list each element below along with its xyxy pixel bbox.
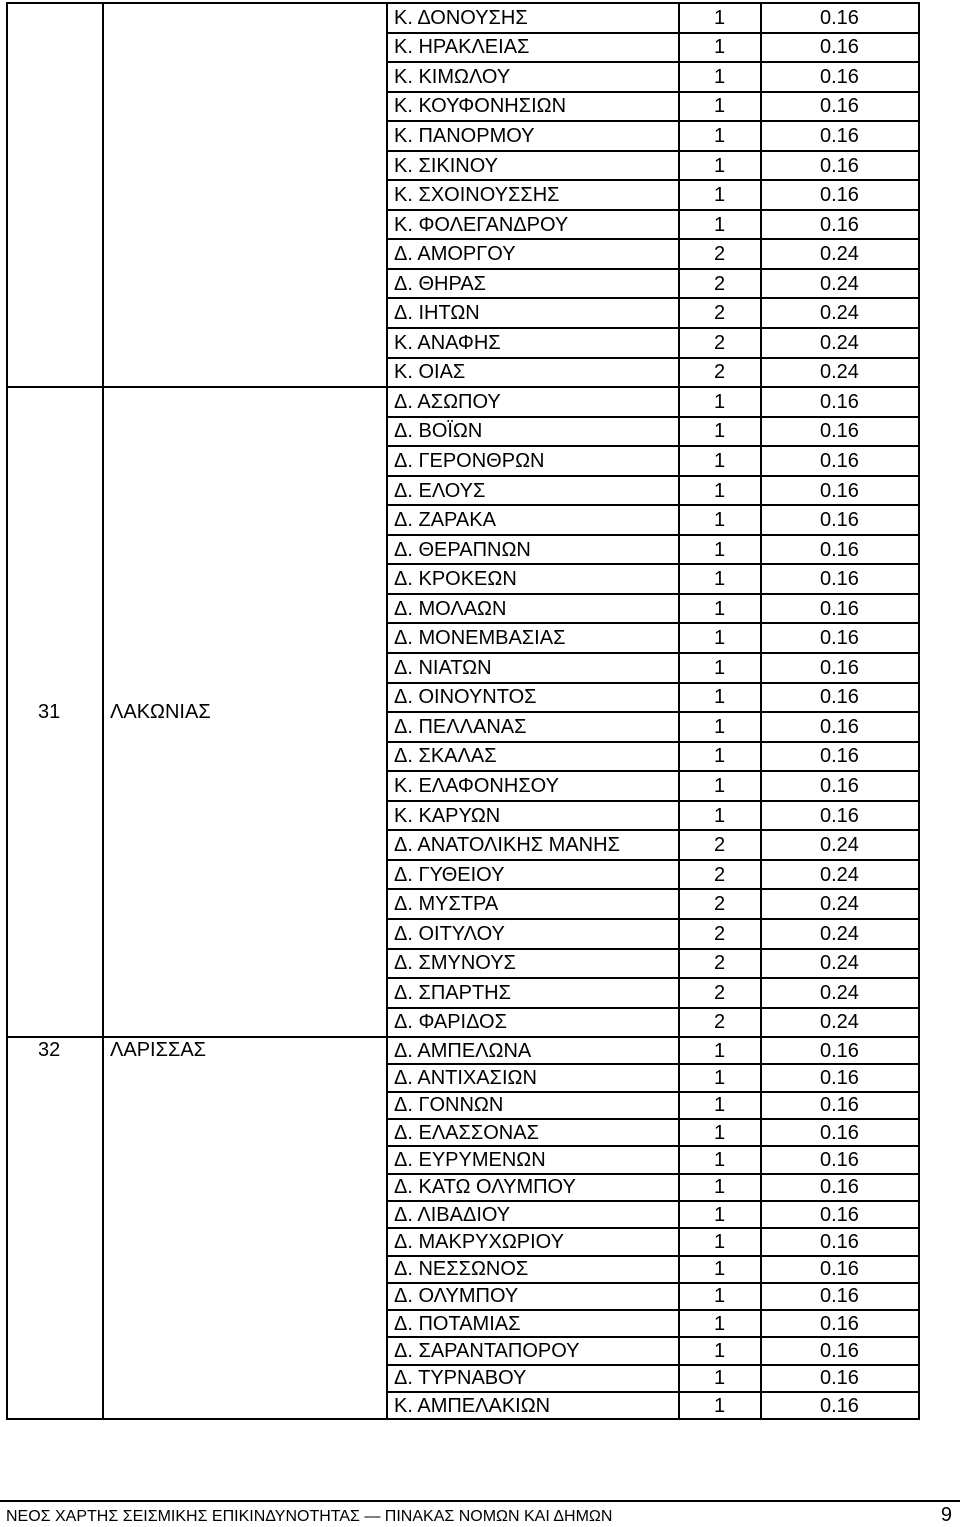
municipality-name: Δ. ΕΥΡΥΜΕΝΩΝ bbox=[387, 1146, 679, 1173]
zone-value: 2 bbox=[679, 239, 761, 269]
zone-value: 1 bbox=[679, 683, 761, 713]
page-footer bbox=[0, 1500, 960, 1524]
municipality-name: Κ. ΚΙΜΩΛΟΥ bbox=[387, 62, 679, 92]
municipality-name: Δ. ΘΕΡΑΠΝΩΝ bbox=[387, 535, 679, 565]
municipality-name: Δ. ΠΟΤΑΜΙΑΣ bbox=[387, 1310, 679, 1337]
zone-value: 2 bbox=[679, 889, 761, 919]
zone-value: 2 bbox=[679, 978, 761, 1008]
acceleration-value: 0.16 bbox=[761, 387, 919, 417]
acceleration-value: 0.24 bbox=[761, 978, 919, 1008]
acceleration-value: 0.16 bbox=[761, 1337, 919, 1364]
municipality-name: Δ. ΟΙΤΥΛΟΥ bbox=[387, 919, 679, 949]
zone-value: 1 bbox=[679, 210, 761, 240]
acceleration-value: 0.24 bbox=[761, 860, 919, 890]
municipality-name: Δ. ΛΙΒΑΔΙΟΥ bbox=[387, 1201, 679, 1228]
zone-value: 1 bbox=[679, 1119, 761, 1146]
table-row bbox=[7, 3, 919, 33]
acceleration-value: 0.16 bbox=[761, 1365, 919, 1392]
municipality-name: Δ. ΚΡΟΚΕΩΝ bbox=[387, 564, 679, 594]
municipality-name: Δ. ΘΗΡΑΣ bbox=[387, 269, 679, 299]
acceleration-value: 0.16 bbox=[761, 594, 919, 624]
municipality-name: Δ. ΒΟΪΩΝ bbox=[387, 417, 679, 447]
zone-value: 1 bbox=[679, 180, 761, 210]
municipality-name: Δ. ΕΛΑΣΣΟΝΑΣ bbox=[387, 1119, 679, 1146]
zone-value: 1 bbox=[679, 535, 761, 565]
zone-value: 1 bbox=[679, 1037, 761, 1064]
acceleration-value: 0.16 bbox=[761, 417, 919, 447]
municipality-name: Κ. ΑΜΠΕΛΑΚΙΩΝ bbox=[387, 1392, 679, 1419]
zone-value: 2 bbox=[679, 328, 761, 358]
municipality-name: Κ. ΑΝΑΦΗΣ bbox=[387, 328, 679, 358]
zone-value: 1 bbox=[679, 33, 761, 63]
zone-value: 1 bbox=[679, 121, 761, 151]
acceleration-value: 0.16 bbox=[761, 3, 919, 33]
nomos-code: 31 bbox=[7, 387, 103, 1037]
zone-value: 1 bbox=[679, 505, 761, 535]
zone-value: 1 bbox=[679, 1365, 761, 1392]
municipality-name: Δ. ΜΥΣΤΡΑ bbox=[387, 889, 679, 919]
acceleration-value: 0.16 bbox=[761, 121, 919, 151]
zone-value: 2 bbox=[679, 269, 761, 299]
nomos-name: ΛΑΚΩΝΙΑΣ bbox=[103, 387, 387, 1037]
municipality-name: Δ. ΓΕΡΟΝΘΡΩΝ bbox=[387, 446, 679, 476]
acceleration-value: 0.24 bbox=[761, 358, 919, 388]
zone-value: 1 bbox=[679, 446, 761, 476]
acceleration-value: 0.16 bbox=[761, 446, 919, 476]
municipality-name: Δ. ΑΣΩΠΟΥ bbox=[387, 387, 679, 417]
municipality-name: Δ. ΑΝΤΙΧΑΣΙΩΝ bbox=[387, 1064, 679, 1091]
zone-value: 1 bbox=[679, 1064, 761, 1091]
municipality-name: Κ. ΣΙΚΙΝΟΥ bbox=[387, 151, 679, 181]
zone-value: 1 bbox=[679, 1228, 761, 1255]
municipality-name: Δ. ΣΠΑΡΤΗΣ bbox=[387, 978, 679, 1008]
zone-value: 1 bbox=[679, 92, 761, 122]
acceleration-value: 0.16 bbox=[761, 180, 919, 210]
zone-value: 2 bbox=[679, 830, 761, 860]
acceleration-value: 0.16 bbox=[761, 653, 919, 683]
acceleration-value: 0.16 bbox=[761, 535, 919, 565]
acceleration-value: 0.16 bbox=[761, 564, 919, 594]
acceleration-value: 0.16 bbox=[761, 1064, 919, 1091]
municipality-name: Κ. ΣΧΟΙΝΟΥΣΣΗΣ bbox=[387, 180, 679, 210]
zone-value: 1 bbox=[679, 1092, 761, 1119]
municipality-name: Κ. ΟΙΑΣ bbox=[387, 358, 679, 388]
zone-value: 1 bbox=[679, 476, 761, 506]
zone-value: 1 bbox=[679, 742, 761, 772]
acceleration-value: 0.16 bbox=[761, 1174, 919, 1201]
municipality-name: Δ. ΝΙΑΤΩΝ bbox=[387, 653, 679, 683]
zone-value: 1 bbox=[679, 151, 761, 181]
municipality-name: Κ. ΚΑΡΥΩΝ bbox=[387, 801, 679, 831]
zone-value: 1 bbox=[679, 62, 761, 92]
municipality-name: Δ. ΓΥΘΕΙΟΥ bbox=[387, 860, 679, 890]
municipality-name: Κ. ΚΟΥΦΟΝΗΣΙΩΝ bbox=[387, 92, 679, 122]
municipality-name: Δ. ΠΕΛΛΑΝΑΣ bbox=[387, 712, 679, 742]
acceleration-value: 0.16 bbox=[761, 801, 919, 831]
acceleration-value: 0.16 bbox=[761, 771, 919, 801]
municipality-name: Δ. ΓΟΝΝΩΝ bbox=[387, 1092, 679, 1119]
table-row bbox=[7, 1037, 919, 1064]
municipality-name: Δ. ΚΑΤΩ ΟΛΥΜΠΟΥ bbox=[387, 1174, 679, 1201]
municipality-name: Δ. ΑΜΠΕΛΩΝΑ bbox=[387, 1037, 679, 1064]
zone-value: 1 bbox=[679, 1392, 761, 1419]
zone-value: 2 bbox=[679, 860, 761, 890]
acceleration-value: 0.16 bbox=[761, 1310, 919, 1337]
page-number: 9 bbox=[940, 1504, 952, 1526]
acceleration-value: 0.16 bbox=[761, 1092, 919, 1119]
municipality-name: Δ. ΜΟΝΕΜΒΑΣΙΑΣ bbox=[387, 623, 679, 653]
acceleration-value: 0.24 bbox=[761, 949, 919, 979]
acceleration-value: 0.16 bbox=[761, 210, 919, 240]
acceleration-value: 0.24 bbox=[761, 328, 919, 358]
acceleration-value: 0.16 bbox=[761, 1392, 919, 1419]
municipality-name: Κ. ΕΛΑΦΟΝΗΣΟΥ bbox=[387, 771, 679, 801]
acceleration-value: 0.16 bbox=[761, 1146, 919, 1173]
zone-value: 2 bbox=[679, 949, 761, 979]
zone-value: 1 bbox=[679, 1201, 761, 1228]
zone-value: 1 bbox=[679, 1337, 761, 1364]
acceleration-value: 0.24 bbox=[761, 1008, 919, 1038]
acceleration-value: 0.16 bbox=[761, 505, 919, 535]
municipality-name: Δ. ΣΑΡΑΝΤΑΠΟΡΟΥ bbox=[387, 1337, 679, 1364]
zone-value: 2 bbox=[679, 1008, 761, 1038]
nomos-code: 32 bbox=[7, 1037, 103, 1419]
acceleration-value: 0.16 bbox=[761, 1119, 919, 1146]
acceleration-value: 0.16 bbox=[761, 476, 919, 506]
acceleration-value: 0.16 bbox=[761, 1283, 919, 1310]
municipality-name: Δ. ΝΕΣΣΩΝΟΣ bbox=[387, 1256, 679, 1283]
acceleration-value: 0.16 bbox=[761, 623, 919, 653]
nomos-name bbox=[103, 3, 387, 387]
acceleration-value: 0.24 bbox=[761, 919, 919, 949]
zone-value: 1 bbox=[679, 653, 761, 683]
zone-value: 1 bbox=[679, 1283, 761, 1310]
acceleration-value: 0.16 bbox=[761, 62, 919, 92]
acceleration-value: 0.16 bbox=[761, 1256, 919, 1283]
footer-title: ΝΕΟΣ ΧΑΡΤΗΣ ΣΕΙΣΜΙΚΗΣ ΕΠΙΚΙΝΔΥΝΟΤΗΤΑΣ — ΠΙΝΑΚΑΣ ΝΟΜΩΝ ΚΑΙ ΔΗΜΩΝ bbox=[6, 1508, 613, 1525]
municipality-name: Δ. ΑΜΟΡΓΟΥ bbox=[387, 239, 679, 269]
zone-value: 1 bbox=[679, 801, 761, 831]
table-row bbox=[7, 387, 919, 417]
municipality-name: Κ. ΔΟΝΟΥΣΗΣ bbox=[387, 3, 679, 33]
municipality-name: Κ. ΗΡΑΚΛΕΙΑΣ bbox=[387, 33, 679, 63]
zone-value: 2 bbox=[679, 358, 761, 388]
municipality-name: Κ. ΠΑΝΟΡΜΟΥ bbox=[387, 121, 679, 151]
municipality-name: Δ. ΙΗΤΩΝ bbox=[387, 298, 679, 328]
acceleration-value: 0.16 bbox=[761, 151, 919, 181]
municipality-name: Δ. ΜΟΛΑΩΝ bbox=[387, 594, 679, 624]
zone-value: 1 bbox=[679, 1174, 761, 1201]
acceleration-value: 0.16 bbox=[761, 1037, 919, 1064]
acceleration-value: 0.16 bbox=[761, 1228, 919, 1255]
zone-value: 1 bbox=[679, 1310, 761, 1337]
municipality-name: Δ. ΤΥΡΝΑΒΟΥ bbox=[387, 1365, 679, 1392]
acceleration-value: 0.16 bbox=[761, 33, 919, 63]
acceleration-value: 0.24 bbox=[761, 889, 919, 919]
acceleration-value: 0.16 bbox=[761, 712, 919, 742]
acceleration-value: 0.24 bbox=[761, 298, 919, 328]
acceleration-value: 0.24 bbox=[761, 239, 919, 269]
municipality-name: Δ. ΜΑΚΡΥΧΩΡΙΟΥ bbox=[387, 1228, 679, 1255]
municipalities-table bbox=[6, 2, 920, 1420]
zone-value: 1 bbox=[679, 623, 761, 653]
municipality-name: Δ. ΟΙΝΟΥΝΤΟΣ bbox=[387, 683, 679, 713]
zone-value: 2 bbox=[679, 298, 761, 328]
municipality-name: Δ. ΣΚΑΛΑΣ bbox=[387, 742, 679, 772]
zone-value: 1 bbox=[679, 417, 761, 447]
acceleration-value: 0.16 bbox=[761, 1201, 919, 1228]
municipality-name: Δ. ΟΛΥΜΠΟΥ bbox=[387, 1283, 679, 1310]
acceleration-value: 0.16 bbox=[761, 683, 919, 713]
table-body bbox=[7, 3, 919, 1419]
municipality-name: Δ. ΦΑΡΙΔΟΣ bbox=[387, 1008, 679, 1038]
zone-value: 1 bbox=[679, 3, 761, 33]
zone-value: 1 bbox=[679, 564, 761, 594]
acceleration-value: 0.16 bbox=[761, 742, 919, 772]
zone-value: 1 bbox=[679, 712, 761, 742]
zone-value: 1 bbox=[679, 387, 761, 417]
nomos-name: ΛΑΡΙΣΣΑΣ bbox=[103, 1037, 387, 1419]
zone-value: 1 bbox=[679, 1146, 761, 1173]
acceleration-value: 0.24 bbox=[761, 269, 919, 299]
municipality-name: Κ. ΦΟΛΕΓΑΝΔΡΟΥ bbox=[387, 210, 679, 240]
zone-value: 1 bbox=[679, 1256, 761, 1283]
municipality-name: Δ. ΑΝΑΤΟΛΙΚΗΣ ΜΑΝΗΣ bbox=[387, 830, 679, 860]
municipality-name: Δ. ΣΜΥΝΟΥΣ bbox=[387, 949, 679, 979]
acceleration-value: 0.16 bbox=[761, 92, 919, 122]
zone-value: 1 bbox=[679, 771, 761, 801]
municipality-name: Δ. ΖΑΡΑΚΑ bbox=[387, 505, 679, 535]
nomos-code bbox=[7, 3, 103, 387]
zone-value: 2 bbox=[679, 919, 761, 949]
municipality-name: Δ. ΕΛΟΥΣ bbox=[387, 476, 679, 506]
acceleration-value: 0.24 bbox=[761, 830, 919, 860]
zone-value: 1 bbox=[679, 594, 761, 624]
